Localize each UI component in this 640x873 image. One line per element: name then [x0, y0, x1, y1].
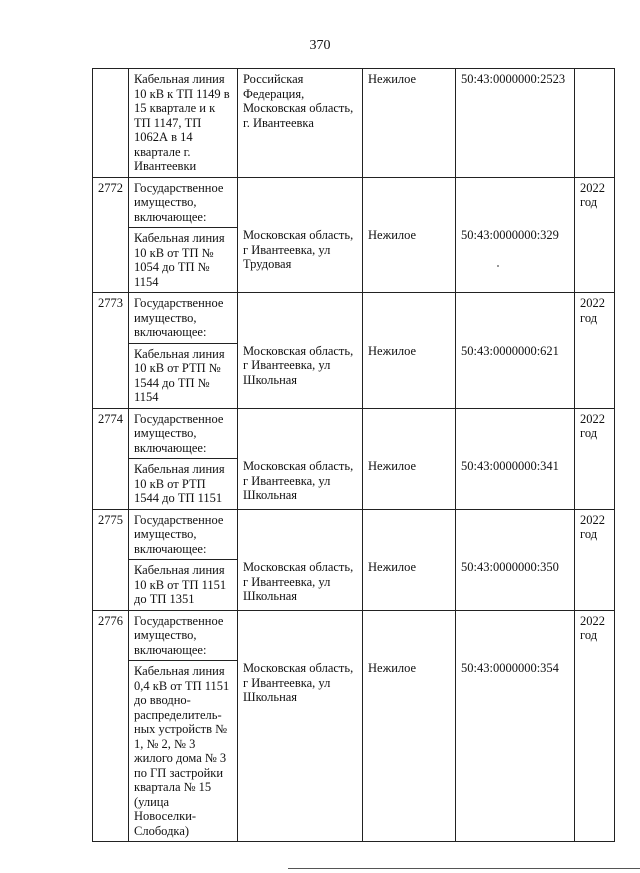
address-cell [238, 177, 363, 293]
type-spacer [368, 296, 451, 344]
property-type-cell: Нежилое [363, 69, 456, 178]
type-spacer [368, 513, 451, 561]
address-text: Московская область, г Ивантеевка, ул Школьная [243, 459, 354, 502]
row-number-cell: 2776 [93, 610, 129, 842]
row-number-cell: 2774 [93, 408, 129, 509]
object-name-cell: Кабельная линия 10 кВ от РТП 1544 до ТП 1151 [129, 459, 238, 510]
property-type-text: Нежилое [368, 343, 417, 358]
table-row-group-header [93, 610, 615, 661]
address-text: Московская область, г Ивантеевка, ул Школьная [243, 661, 354, 704]
row-number-cell: 2775 [93, 509, 129, 610]
address-spacer [243, 513, 358, 561]
row-number-cell: 2773 [93, 293, 129, 409]
year-cell: 2022 год [575, 509, 615, 610]
table-row-group-header [93, 408, 615, 459]
address-cell [238, 408, 363, 509]
cadastral-number-text: 50:43:0000000:354 [461, 661, 559, 675]
cadastral-spacer [461, 412, 570, 460]
group-label-cell: Государственное имущество, включающее: [129, 293, 238, 344]
cadastral-spacer [461, 614, 570, 662]
property-type-cell [363, 177, 456, 293]
property-type-text: Нежилое [368, 459, 417, 473]
cadastral-spacer [461, 513, 570, 561]
cadastral-number-cell [456, 509, 575, 610]
property-type-cell [363, 408, 456, 509]
group-label-cell: Государственное имущество, включающее: [129, 509, 238, 560]
cadastral-number-text: 50:43:0000000:329 [461, 228, 559, 242]
property-type-text: Нежилое [368, 560, 417, 574]
address-cell: Российская Федерация, Московская область, г. Ивантеевка [238, 69, 363, 178]
property-type-cell [363, 293, 456, 409]
year-cell: 2022 год [575, 408, 615, 509]
address-text: Московская область, г Ивантеевка, ул Школьная [243, 343, 354, 387]
property-type-text: Нежилое [368, 661, 417, 675]
scan-speck [497, 265, 499, 267]
cadastral-number-cell: 50:43:0000000:2523 [456, 69, 575, 178]
address-spacer [243, 296, 358, 344]
address-spacer [243, 614, 358, 662]
table-row-group-header [93, 177, 615, 228]
property-registry-table [92, 68, 615, 842]
cadastral-number-cell [456, 293, 575, 409]
table-row-group-header [93, 293, 615, 344]
footer-rule [288, 868, 640, 869]
cadastral-spacer [461, 181, 570, 229]
row-number-cell [93, 69, 129, 178]
year-cell: 2022 год [575, 610, 615, 842]
group-label-cell: Государственное имущество, включающее: [129, 408, 238, 459]
group-label-cell: Государственное имущество, включающее: [129, 610, 238, 661]
object-name-cell: Кабельная линия 10 кВ от РТП № 1544 до ТП № 1154 [129, 343, 238, 408]
address-spacer [243, 412, 358, 460]
year-cell [575, 69, 615, 178]
cadastral-number-text: 50:43:0000000:341 [461, 459, 559, 473]
property-type-text: Нежилое [368, 228, 417, 242]
cadastral-spacer [461, 296, 570, 344]
year-cell: 2022 год [575, 177, 615, 293]
row-number-cell: 2772 [93, 177, 129, 293]
property-type-cell [363, 610, 456, 842]
table-row [93, 69, 615, 178]
cadastral-number-text: 50:43:0000000:350 [461, 560, 559, 574]
object-name-cell: Кабельная линия 10 кВ от ТП № 1054 до ТП № 1154 [129, 228, 238, 293]
address-text: Московская область, г Ивантеевка, ул Трудовая [243, 228, 354, 271]
type-spacer [368, 181, 451, 229]
cadastral-number-cell [456, 177, 575, 293]
type-spacer [368, 614, 451, 662]
object-name-cell: Кабельная линия 10 кВ к ТП 1149 в 15 квартале и к ТП 1147, ТП 1062А в 14 квартале г. Ивантеевки [129, 69, 238, 178]
cadastral-number-text: 50:43:0000000:621 [461, 343, 559, 358]
property-type-cell [363, 509, 456, 610]
table-row-group-header [93, 509, 615, 560]
address-spacer [243, 181, 358, 229]
address-cell [238, 509, 363, 610]
address-text: Московская область, г Ивантеевка, ул Школьная [243, 560, 354, 603]
address-cell [238, 610, 363, 842]
page-number: 370 [309, 38, 331, 53]
address-cell [238, 293, 363, 409]
cadastral-number-cell [456, 610, 575, 842]
year-cell: 2022 год [575, 293, 615, 409]
object-name-cell: Кабельная линия 0,4 кВ от ТП 1151 до вводно-распределитель-ных устройств № 1, № 2, № 3 жилого дома № 3 по ГП застройки квартала № 15 (улица Новоселки-Слободка) [129, 661, 238, 842]
group-label-cell: Государственное имущество, включающее: [129, 177, 238, 228]
type-spacer [368, 412, 451, 460]
object-name-cell: Кабельная линия 10 кВ от ТП 1151 до ТП 1351 [129, 560, 238, 611]
cadastral-number-cell [456, 408, 575, 509]
